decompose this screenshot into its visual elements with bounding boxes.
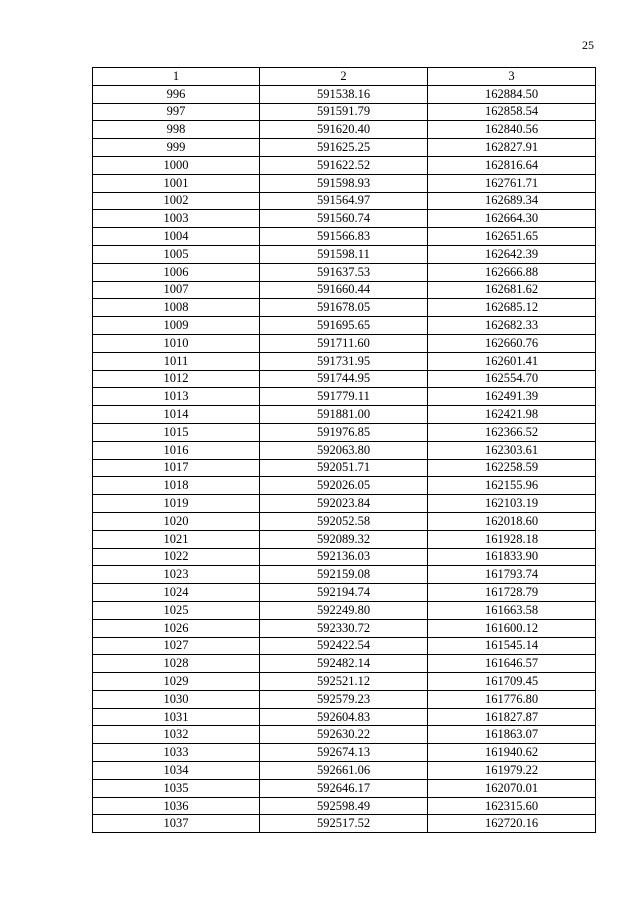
cell-x-coordinate: 592052.58 [260, 512, 428, 530]
cell-y-coordinate: 161793.74 [428, 566, 596, 584]
cell-point-number: 1003 [93, 210, 260, 228]
cell-x-coordinate: 591779.11 [260, 388, 428, 406]
column-header-y: 3 [428, 68, 596, 86]
cell-y-coordinate: 162660.76 [428, 334, 596, 352]
table-row [93, 673, 596, 691]
table-row [93, 566, 596, 584]
table-row [93, 103, 596, 121]
cell-x-coordinate: 591566.83 [260, 228, 428, 246]
cell-point-number: 1028 [93, 655, 260, 673]
cell-point-number: 1015 [93, 423, 260, 441]
table-row [93, 797, 596, 815]
cell-y-coordinate: 162601.41 [428, 352, 596, 370]
cell-point-number: 1026 [93, 619, 260, 637]
table-row [93, 210, 596, 228]
cell-y-coordinate: 162689.34 [428, 192, 596, 210]
cell-y-coordinate: 162681.62 [428, 281, 596, 299]
table-header [93, 68, 596, 86]
cell-point-number: 1012 [93, 370, 260, 388]
cell-y-coordinate: 161646.57 [428, 655, 596, 673]
cell-x-coordinate: 591538.16 [260, 85, 428, 103]
cell-point-number: 1016 [93, 441, 260, 459]
cell-y-coordinate: 162884.50 [428, 85, 596, 103]
table-row [93, 245, 596, 263]
cell-point-number: 998 [93, 121, 260, 139]
cell-y-coordinate: 162303.61 [428, 441, 596, 459]
table-row [93, 601, 596, 619]
cell-point-number: 1033 [93, 744, 260, 762]
table-row [93, 406, 596, 424]
cell-y-coordinate: 162840.56 [428, 121, 596, 139]
cell-y-coordinate: 162720.16 [428, 815, 596, 833]
table-row [93, 690, 596, 708]
table-row [93, 459, 596, 477]
cell-point-number: 1022 [93, 548, 260, 566]
table-row [93, 744, 596, 762]
cell-point-number: 1020 [93, 512, 260, 530]
table-row [93, 156, 596, 174]
cell-x-coordinate: 592330.72 [260, 619, 428, 637]
table-row [93, 228, 596, 246]
cell-x-coordinate: 592604.83 [260, 708, 428, 726]
table-row [93, 423, 596, 441]
cell-point-number: 1011 [93, 352, 260, 370]
cell-point-number: 1010 [93, 334, 260, 352]
cell-y-coordinate: 161833.90 [428, 548, 596, 566]
table-row [93, 708, 596, 726]
cell-y-coordinate: 162666.88 [428, 263, 596, 281]
cell-x-coordinate: 591660.44 [260, 281, 428, 299]
table-row [93, 192, 596, 210]
column-header-point: 1 [93, 68, 260, 86]
table-row [93, 637, 596, 655]
cell-x-coordinate: 592023.84 [260, 495, 428, 513]
cell-y-coordinate: 161776.80 [428, 690, 596, 708]
cell-y-coordinate: 161928.18 [428, 530, 596, 548]
table-row [93, 388, 596, 406]
cell-x-coordinate: 592063.80 [260, 441, 428, 459]
table-row [93, 441, 596, 459]
cell-x-coordinate: 592051.71 [260, 459, 428, 477]
cell-point-number: 1008 [93, 299, 260, 317]
cell-y-coordinate: 162491.39 [428, 388, 596, 406]
table-row [93, 317, 596, 335]
cell-y-coordinate: 162070.01 [428, 779, 596, 797]
cell-x-coordinate: 591560.74 [260, 210, 428, 228]
cell-point-number: 1006 [93, 263, 260, 281]
cell-y-coordinate: 162103.19 [428, 495, 596, 513]
cell-y-coordinate: 162682.33 [428, 317, 596, 335]
table-row [93, 495, 596, 513]
cell-x-coordinate: 591598.11 [260, 245, 428, 263]
cell-point-number: 1018 [93, 477, 260, 495]
cell-point-number: 1013 [93, 388, 260, 406]
cell-y-coordinate: 162651.65 [428, 228, 596, 246]
cell-x-coordinate: 592630.22 [260, 726, 428, 744]
cell-x-coordinate: 591695.65 [260, 317, 428, 335]
table-row [93, 779, 596, 797]
table-row [93, 334, 596, 352]
cell-x-coordinate: 591731.95 [260, 352, 428, 370]
coordinates-table [92, 67, 596, 833]
cell-point-number: 997 [93, 103, 260, 121]
cell-point-number: 1009 [93, 317, 260, 335]
cell-x-coordinate: 592674.13 [260, 744, 428, 762]
cell-point-number: 1036 [93, 797, 260, 815]
table-row [93, 281, 596, 299]
cell-point-number: 1017 [93, 459, 260, 477]
cell-point-number: 1024 [93, 584, 260, 602]
cell-y-coordinate: 161545.14 [428, 637, 596, 655]
cell-x-coordinate: 591620.40 [260, 121, 428, 139]
table-row [93, 584, 596, 602]
table-row [93, 85, 596, 103]
table-row [93, 121, 596, 139]
cell-x-coordinate: 592598.49 [260, 797, 428, 815]
cell-y-coordinate: 162642.39 [428, 245, 596, 263]
cell-x-coordinate: 592661.06 [260, 762, 428, 780]
cell-y-coordinate: 162858.54 [428, 103, 596, 121]
cell-x-coordinate: 591881.00 [260, 406, 428, 424]
cell-x-coordinate: 592646.17 [260, 779, 428, 797]
cell-y-coordinate: 162366.52 [428, 423, 596, 441]
cell-x-coordinate: 592482.14 [260, 655, 428, 673]
table-row [93, 370, 596, 388]
header-row [93, 68, 596, 86]
cell-point-number: 1030 [93, 690, 260, 708]
table-row [93, 299, 596, 317]
cell-point-number: 1035 [93, 779, 260, 797]
cell-x-coordinate: 591976.85 [260, 423, 428, 441]
cell-x-coordinate: 592249.80 [260, 601, 428, 619]
column-header-x: 2 [260, 68, 428, 86]
cell-y-coordinate: 162761.71 [428, 174, 596, 192]
table-row [93, 352, 596, 370]
cell-x-coordinate: 591637.53 [260, 263, 428, 281]
cell-y-coordinate: 162554.70 [428, 370, 596, 388]
cell-x-coordinate: 591625.25 [260, 139, 428, 157]
cell-point-number: 1025 [93, 601, 260, 619]
cell-y-coordinate: 162258.59 [428, 459, 596, 477]
cell-x-coordinate: 592517.52 [260, 815, 428, 833]
cell-point-number: 1027 [93, 637, 260, 655]
cell-x-coordinate: 592159.08 [260, 566, 428, 584]
cell-x-coordinate: 591622.52 [260, 156, 428, 174]
cell-x-coordinate: 592579.23 [260, 690, 428, 708]
table-body [93, 85, 596, 832]
cell-point-number: 1014 [93, 406, 260, 424]
cell-y-coordinate: 161827.87 [428, 708, 596, 726]
table-row [93, 512, 596, 530]
cell-point-number: 1023 [93, 566, 260, 584]
cell-x-coordinate: 591744.95 [260, 370, 428, 388]
cell-x-coordinate: 591564.97 [260, 192, 428, 210]
cell-x-coordinate: 592136.03 [260, 548, 428, 566]
table-row [93, 619, 596, 637]
cell-y-coordinate: 162827.91 [428, 139, 596, 157]
cell-x-coordinate: 592194.74 [260, 584, 428, 602]
table-row [93, 263, 596, 281]
cell-y-coordinate: 162664.30 [428, 210, 596, 228]
cell-y-coordinate: 162685.12 [428, 299, 596, 317]
cell-point-number: 1031 [93, 708, 260, 726]
cell-y-coordinate: 161979.22 [428, 762, 596, 780]
cell-y-coordinate: 161600.12 [428, 619, 596, 637]
table-row [93, 762, 596, 780]
cell-point-number: 1004 [93, 228, 260, 246]
cell-point-number: 1021 [93, 530, 260, 548]
table-row [93, 174, 596, 192]
cell-point-number: 1019 [93, 495, 260, 513]
cell-point-number: 996 [93, 85, 260, 103]
cell-point-number: 1007 [93, 281, 260, 299]
page-number: 25 [582, 38, 594, 52]
cell-x-coordinate: 592026.05 [260, 477, 428, 495]
cell-point-number: 1000 [93, 156, 260, 174]
table-row [93, 548, 596, 566]
cell-y-coordinate: 162018.60 [428, 512, 596, 530]
cell-y-coordinate: 162155.96 [428, 477, 596, 495]
cell-point-number: 1001 [93, 174, 260, 192]
cell-y-coordinate: 161663.58 [428, 601, 596, 619]
cell-point-number: 1029 [93, 673, 260, 691]
table-row [93, 530, 596, 548]
table-row [93, 655, 596, 673]
cell-point-number: 1005 [93, 245, 260, 263]
cell-point-number: 1032 [93, 726, 260, 744]
cell-y-coordinate: 161728.79 [428, 584, 596, 602]
cell-y-coordinate: 161940.62 [428, 744, 596, 762]
cell-x-coordinate: 591678.05 [260, 299, 428, 317]
cell-point-number: 1002 [93, 192, 260, 210]
cell-x-coordinate: 591598.93 [260, 174, 428, 192]
cell-x-coordinate: 591711.60 [260, 334, 428, 352]
cell-x-coordinate: 591591.79 [260, 103, 428, 121]
table-row [93, 477, 596, 495]
cell-x-coordinate: 592422.54 [260, 637, 428, 655]
cell-y-coordinate: 162816.64 [428, 156, 596, 174]
table-row [93, 726, 596, 744]
cell-point-number: 1034 [93, 762, 260, 780]
cell-y-coordinate: 161709.45 [428, 673, 596, 691]
cell-point-number: 1037 [93, 815, 260, 833]
cell-x-coordinate: 592521.12 [260, 673, 428, 691]
cell-point-number: 999 [93, 139, 260, 157]
cell-y-coordinate: 162421.98 [428, 406, 596, 424]
table-row [93, 139, 596, 157]
cell-y-coordinate: 162315.60 [428, 797, 596, 815]
table-row [93, 815, 596, 833]
cell-y-coordinate: 161863.07 [428, 726, 596, 744]
cell-x-coordinate: 592089.32 [260, 530, 428, 548]
